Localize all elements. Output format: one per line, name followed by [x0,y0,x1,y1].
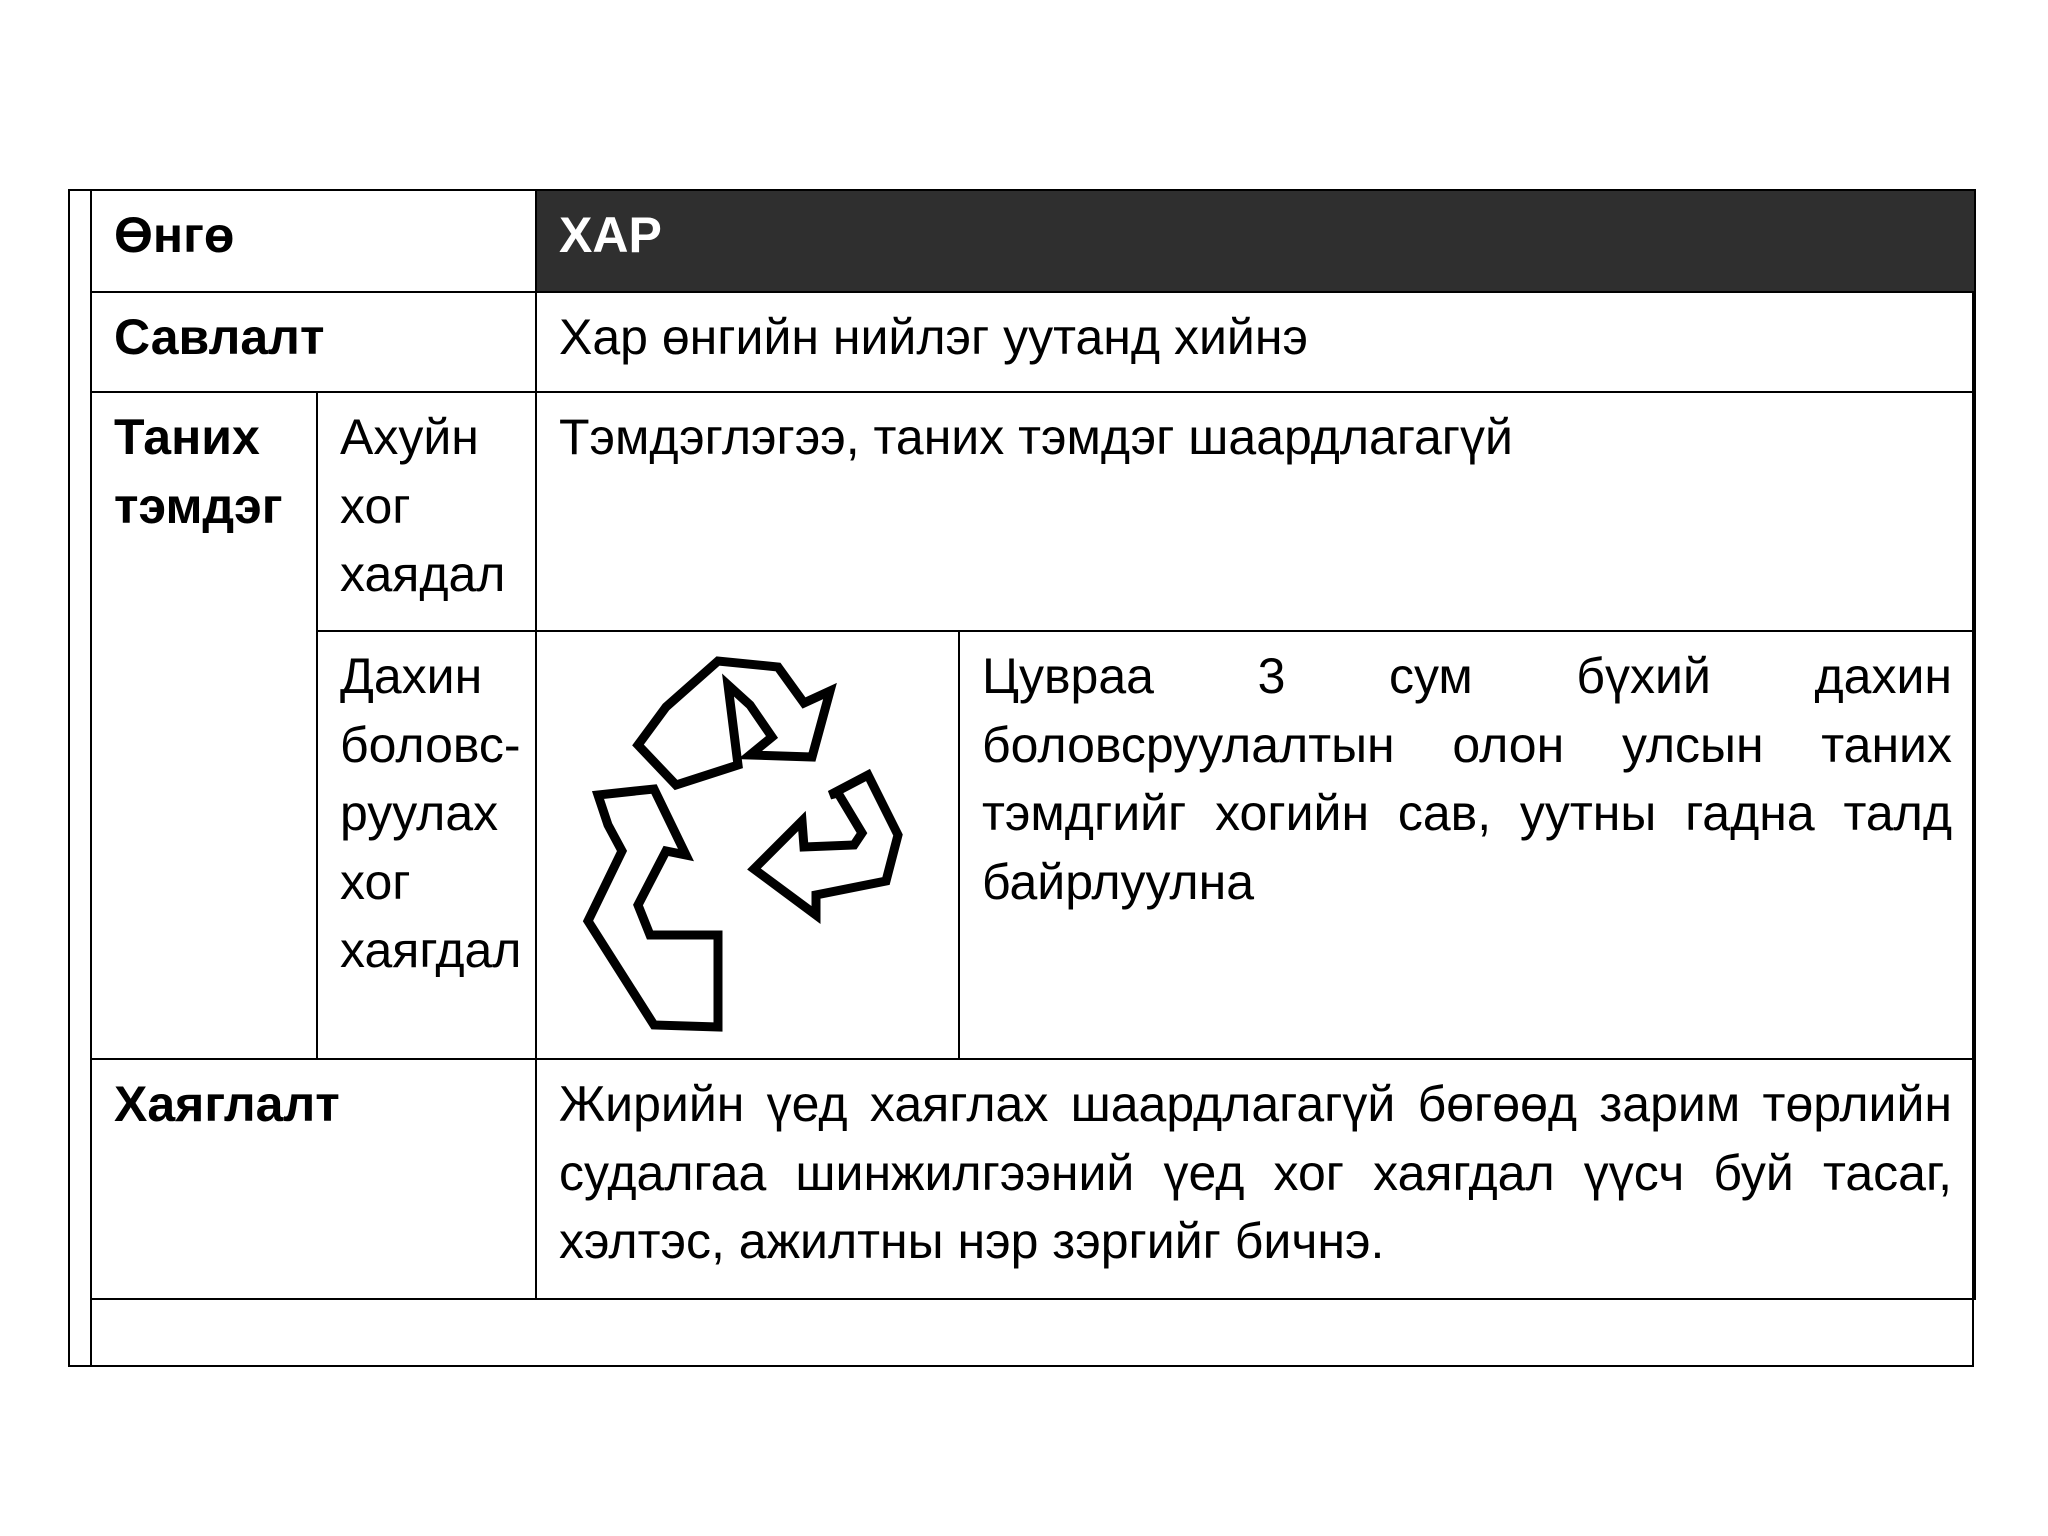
labeling-label: Хаяглалт [91,1059,536,1299]
row-packaging [91,292,1975,392]
waste-info-table [90,189,1976,1300]
general-waste-value: Тэмдэглэгээ, таних тэмдэг шаардлагагүй [536,392,1975,631]
labeling-value: Жирийн үед хаяглах шаардлагагүй бөгөөд зарим төрлийн судалгаа шинжилгээний үед хог хаягдал үүсч буй тасаг, хэлтэс, ажилтны нэр зэргийг бичнэ. [536,1059,1975,1299]
row-general-waste [91,392,1975,631]
color-value: ХАР [536,190,1975,292]
recycle-waste-label: Дахин боловс-руулах хог хаягдал [317,631,536,1059]
packaging-label: Савлалт [91,292,536,392]
recycle-icon [568,645,928,1045]
recycle-icon-cell [536,631,959,1059]
row-recycle-waste [91,631,1975,1059]
row-color [91,190,1975,292]
packaging-value: Хар өнгийн нийлэг уутанд хийнэ [536,292,1975,392]
color-label: Өнгө [91,190,536,292]
recycle-waste-value: Цувраа 3 сум бүхий дахин боловсруулалтын олон улсын таних тэмдгийг хогийн сав, уутны гадна талд байрлуулна [959,631,1975,1059]
marking-label: Таних тэмдэг [91,392,317,1059]
row-labeling [91,1059,1975,1299]
general-waste-label: Ахуйн хог хаядал [317,392,536,631]
